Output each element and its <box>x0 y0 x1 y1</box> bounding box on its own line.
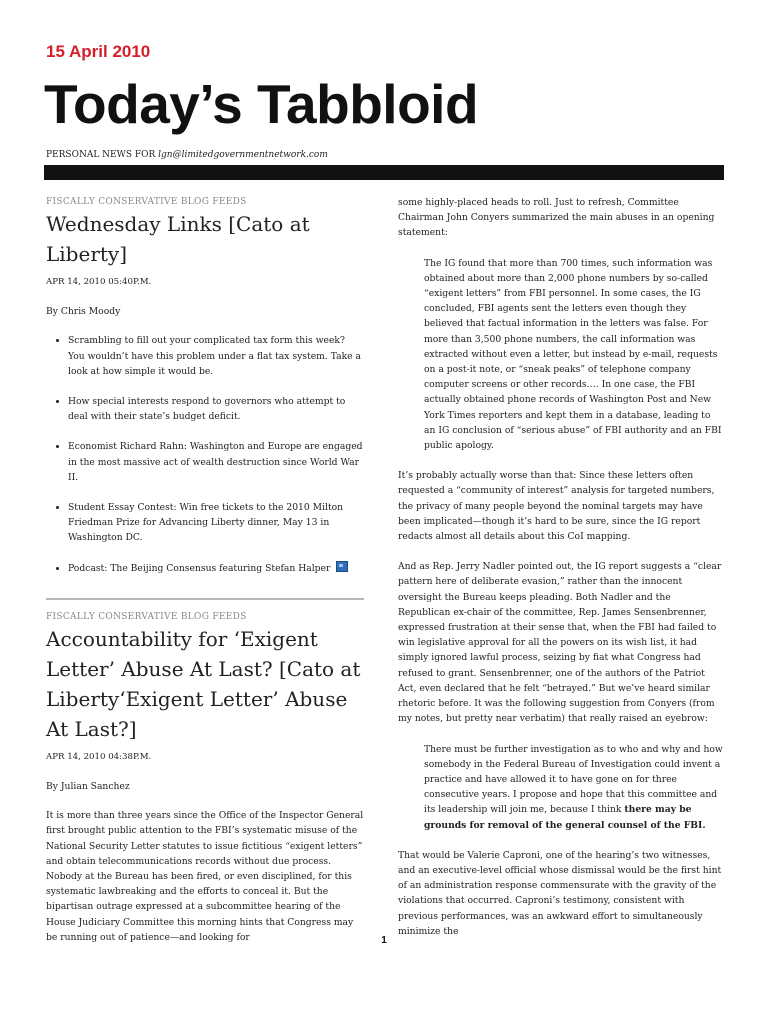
issue-date: 15 April 2010 <box>46 42 151 61</box>
external-link-icon[interactable] <box>336 561 348 572</box>
masthead-title: Today’s Tabbloid <box>44 73 479 135</box>
article1-byline: By Chris Moody <box>46 306 121 318</box>
article-divider <box>46 598 364 600</box>
article1-title[interactable]: Wednesday Links [Cato at Liberty] <box>46 212 310 266</box>
list-item-text: Student Essay Contest: Win free tickets to the 2010 Milton Friedman Prize for Advancing Liberty dinner, May 13 in Washington DC. <box>68 502 344 544</box>
article2-paragraph-3: And as Rep. Jerry Nadler pointed out, the IG report suggests a “clear pattern here of deliberate evasion,” rather than the innocent oversight the Bureau keeps pleading. Both Nadler and the Republican ex-chair of the committee, Rep. James Sensenbrenner, expressed frustration at their sense that, when the FBI had failed to win legislative approval for all the powers on its wish list, it had simply ignored lawful process, seizing by fiat what Congress had refused to grant. Sensenbrenner, one of the authors of the Patriot Act, even declared that he felt “betrayed.” But we’ve heard similar rhetoric before. It was the following suggestion from Conyers (from my notes, but pretty near verbatim) that really raised an eyebrow: <box>398 561 722 725</box>
article1-date: APR 14, 2010 05:40P.M. <box>46 277 152 287</box>
article2-quote-2 <box>424 742 724 833</box>
personal-news-line <box>46 150 328 160</box>
list-item[interactable] <box>68 500 364 546</box>
article2-title[interactable]: Accountability for ‘Exigent Letter’ Abuse At Last? [Cato at Liberty‘Exigent Letter’ Abuse At Last?] <box>46 626 361 741</box>
article2-paragraph-2: It’s probably actually worse than that: Since these letters often requested a “community of interest” analysis for targeted numbers, the privacy of many people beyond the nominal targets may have been implicated—though it’s hard to be sure, since the IG report redacts almost all details about this CoI mapping. <box>398 470 715 543</box>
list-item-text: Economist Richard Rahn: Washington and Europe are engaged in the most massive act of wealth destruction since World War II. <box>68 441 363 483</box>
list-item[interactable] <box>68 333 364 379</box>
article2-byline: By Julian Sanchez <box>46 781 130 793</box>
list-item[interactable] <box>68 394 364 424</box>
article1-link-list <box>46 333 364 575</box>
list-item-text: How special interests respond to governors who attempt to deal with their state’s budget deficit. <box>68 396 346 423</box>
list-item[interactable] <box>68 439 364 485</box>
article2-paragraph-1-continued: some highly-placed heads to roll. Just to refresh, Committee Chairman John Conyers summarized the main abuses in an opening statement: <box>398 197 715 239</box>
list-item[interactable] <box>68 561 364 576</box>
quote-2-text: There must be further investigation as to who and why and how somebody in the Federal Bureau of Investigation could invent a practice and have allowed it to have gone on for three consecutive years. I propose and hope that this committee and its leadership will join me, because I think <box>424 743 723 816</box>
personal-news-label: PERSONAL NEWS FOR <box>46 150 159 160</box>
article1-feed-label: FISCALLY CONSERVATIVE BLOG FEEDS <box>46 197 247 207</box>
list-item-text: Podcast: The Beijing Consensus featuring Stefan Halper <box>68 562 331 574</box>
masthead-rule <box>44 165 724 180</box>
article2-date: APR 14, 2010 04:38P.M. <box>46 751 152 762</box>
page-number: 1 <box>381 935 387 946</box>
left-column <box>46 195 364 960</box>
article2-feed-label: FISCALLY CONSERVATIVE BLOG FEEDS <box>46 611 247 622</box>
list-item-text: Scrambling to fill out your complicated tax form this week? You wouldn’t have this problem under a flat tax system. Take a look at how simple it would be. <box>68 335 361 377</box>
right-column <box>398 195 724 954</box>
article2-paragraph-4: That would be Valerie Caproni, one of the hearing’s two witnesses, and an executive-level official whose dismissal would be the first hint of an administration response commensurate with the gravity of the violations that occurred. Caproni’s testimony, consistent with previous performances, was an awkward effort to simultaneously minimize the <box>398 849 722 937</box>
article2-paragraph-1: It is more than three years since the Office of the Inspector General first brought public attention to the FBI’s systematic misuse of the National Security Letter statutes to issue fictitious “exigent letters” and obtain telecommunications records without due process. Nobody at the Bureau has been fired, or even disciplined, for this systematic lawbreaking and the efforts to conceal it. But the bipartisan outrage expressed at a subcommittee hearing of the House Judiciary Committee this morning hints that Congress may be running out of patience—and looking for <box>46 810 364 943</box>
recipient-email: lgn@limitedgovernmentnetwork.com <box>158 150 328 160</box>
quote-2-emphasis: there may be grounds for removal of the general counsel of the FBI. <box>424 804 706 831</box>
article2-quote-1: The IG found that more than 700 times, such information was obtained about more than 2,000 phone numbers by so-called “exigent letters” from FBI personnel. In some cases, the IG concluded, FBI agents sent the letters even though they believed that factual information in the letters was false. For more than 3,500 phone numbers, the call information was extracted without even a letter, but instead by e-mail, requests on a post-it note, or “sneak peaks” of telephone company computer screens or other records…. In one case, the FBI actually obtained phone records of Washington Post and New York Times reporters and kept them in a database, leading to an IG conclusion of “serious abuse” of FBI authority and an FBI public apology. <box>424 257 722 452</box>
